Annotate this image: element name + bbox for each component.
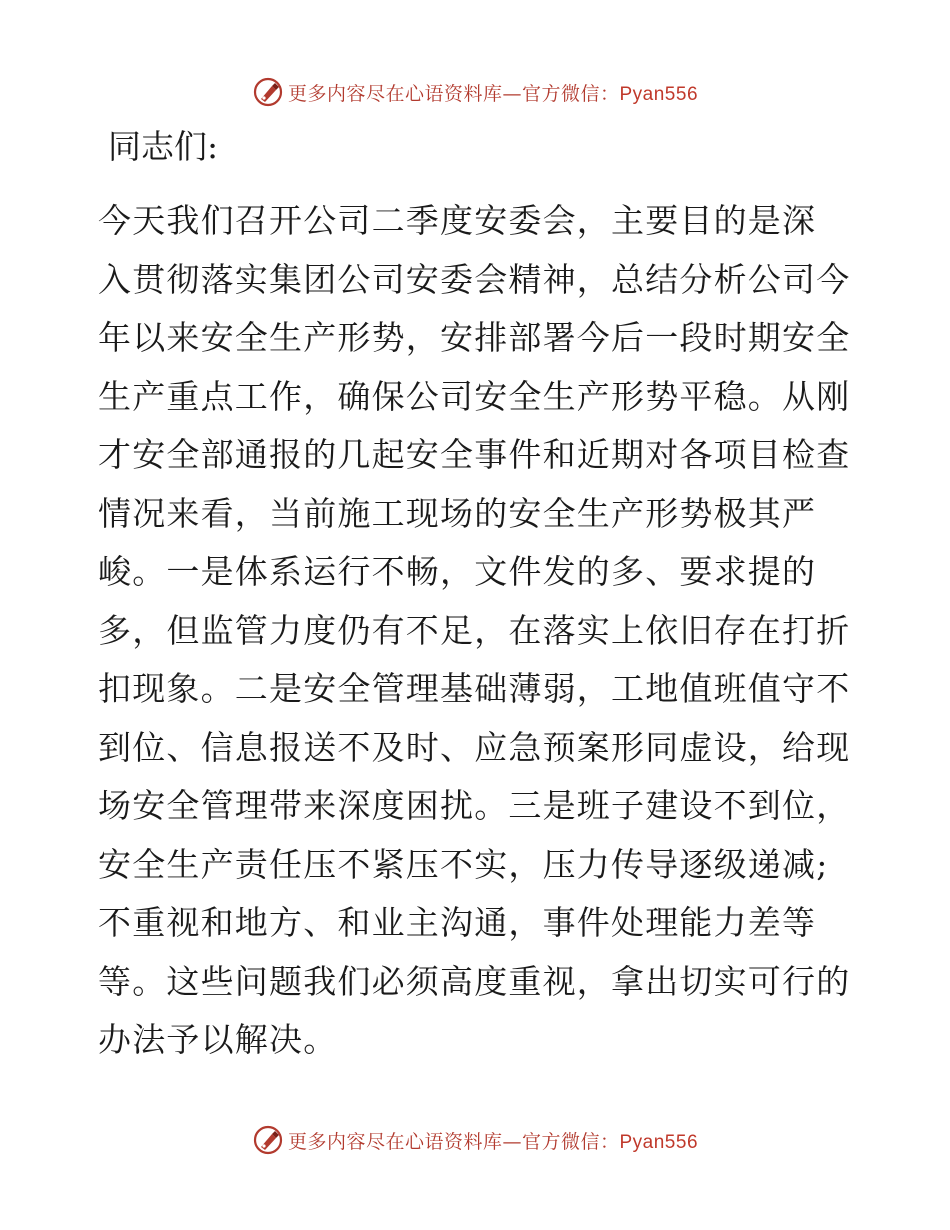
greeting: 同志们: [108, 127, 219, 166]
paragraph-line: 扣现象。二是安全管理基础薄弱，工地值班值守不 [98, 669, 851, 708]
paragraph-line: 生产重点工作，确保公司安全生产形势平稳。从刚 [98, 376, 851, 416]
paragraph-line: 今天我们召开公司二季度安委会，主要目的是深 [98, 201, 817, 240]
paragraph-line: 到位、信息报送不及时、应急预案形同虚设，给现 [98, 727, 851, 767]
paragraph-line: 情况来看，当前施工现场的安全生产形势极其严 [98, 493, 817, 533]
paragraph-line: 才安全部通报的几起安全事件和近期对各项目检查 [98, 435, 851, 474]
footer-watermark-text: 更多内容尽在心语资料库—官方微信：Pyan556 [287, 1130, 699, 1153]
paragraph-line: 峻。一是体系运行不畅，文件发的多、要求提的 [98, 552, 817, 591]
paragraph-line: 多，但监管力度仍有不足，在落实上依旧存在打折 [98, 610, 851, 650]
paragraph-line: 不重视和地方、和业主沟通，事件处理能力差等 [98, 903, 817, 942]
paragraph-line: 安全生产责任压不紧压不实，压力传导逐级递减; [98, 844, 829, 884]
header-watermark-banner [0, 72, 950, 112]
paragraph-line: 等。这些问题我们必须高度重视，拿出切实可行的 [98, 961, 851, 1001]
paragraph-line: 入贯彻落实集团公司安委会精神，总结分析公司今 [98, 259, 851, 299]
pen-nib-logo-icon [252, 76, 284, 108]
header-wechat-id: Pyan556 [619, 83, 699, 105]
footer-wechat-id: Pyan556 [619, 1131, 699, 1153]
footer-watermark-banner [0, 1120, 950, 1160]
paragraph-line: 场安全管理带来深度困扰。三是班子建设不到位， [98, 786, 851, 825]
body-paragraph [98, 198, 858, 1076]
pen-nib-logo-icon [252, 1124, 284, 1156]
header-watermark-text: 更多内容尽在心语资料库—官方微信：Pyan556 [287, 82, 699, 105]
paragraph-line: 年以来安全生产形势，安排部署今后一段时期安全 [98, 318, 851, 357]
paragraph-line: 办法予以解决。 [98, 1020, 338, 1059]
